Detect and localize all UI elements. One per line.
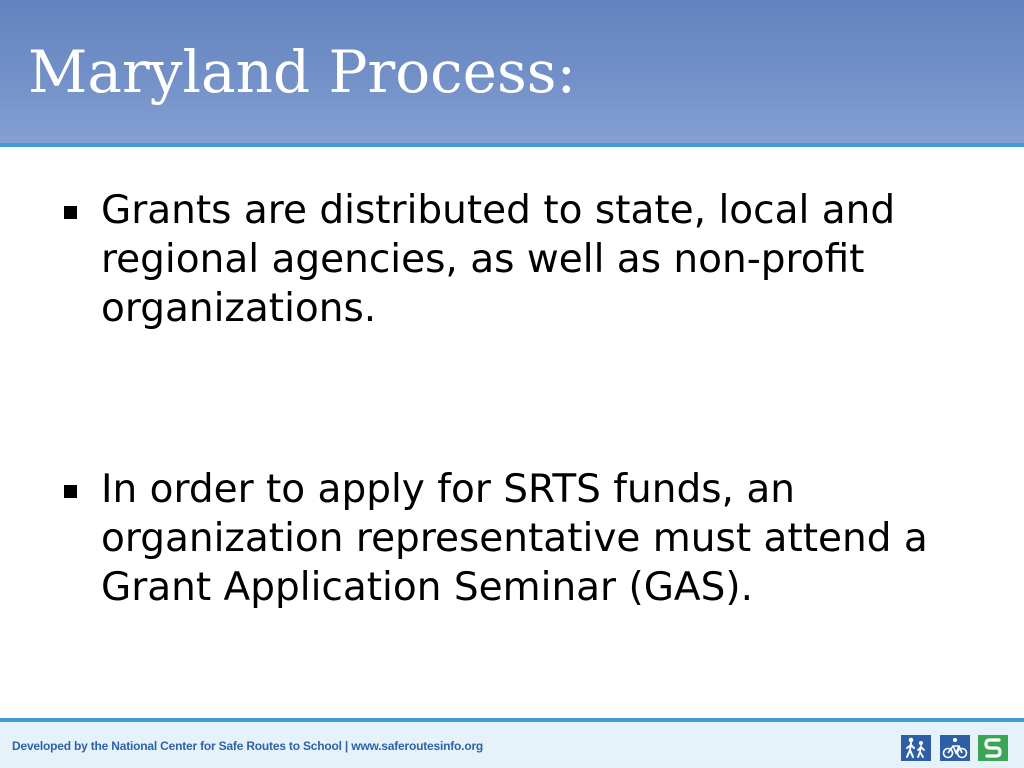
bullet-text: Grants are distributed to state, local and regional agencies, as well as non-profit organizations. [101, 188, 896, 331]
footer [0, 722, 1024, 768]
footer-credit: Developed by the National Center for Safe Routes to School | www.saferoutesinfo.org [12, 739, 484, 753]
square-bullet-icon [64, 485, 77, 498]
header-divider [0, 143, 1024, 147]
square-bullet-icon [64, 206, 77, 219]
srts-logo-icon [978, 735, 1008, 761]
bicycle-icon [940, 735, 970, 761]
bullet-text: In order to apply for SRTS funds, an organization representative must attend a Grant Application Seminar (GAS). [101, 467, 928, 610]
slide-title: Maryland Process: [28, 38, 577, 106]
walking-children-icon [901, 735, 931, 761]
title-bar [0, 0, 1024, 143]
